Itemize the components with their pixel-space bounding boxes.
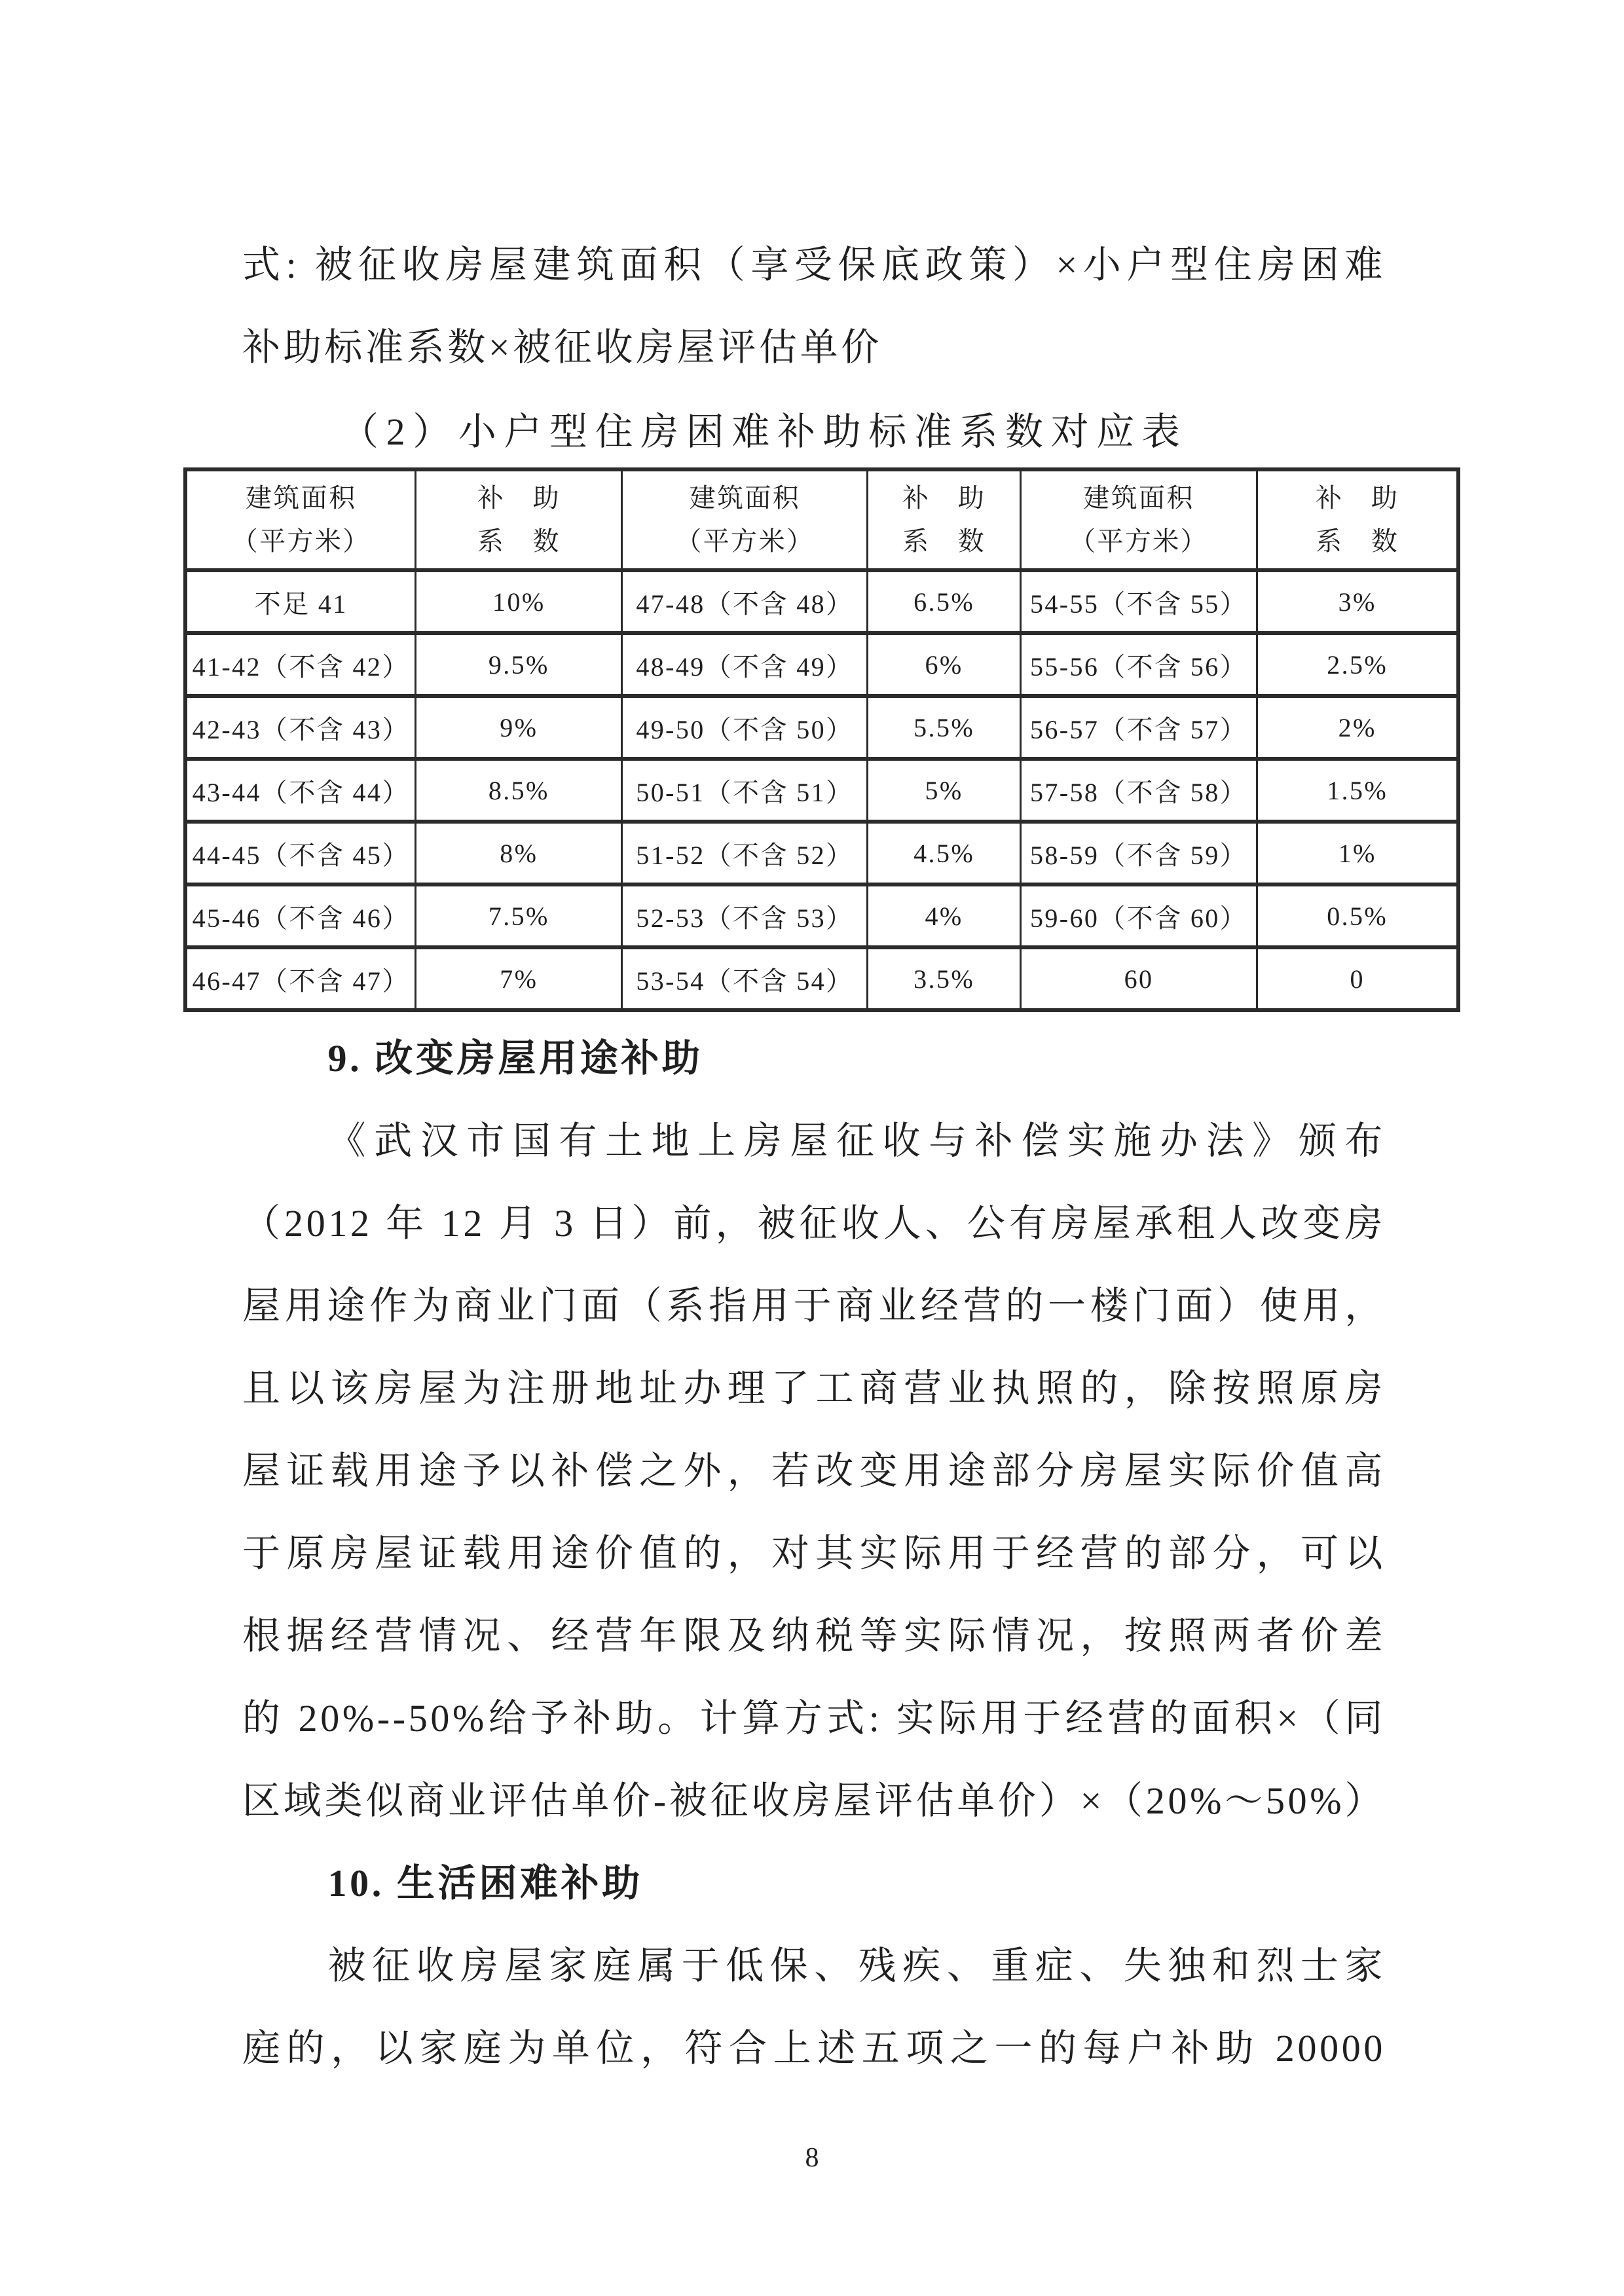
table-cell: 48-49（不含 49） bbox=[622, 633, 868, 696]
column-header-line: 系 数 bbox=[1316, 526, 1399, 556]
table-cell: 9% bbox=[416, 696, 622, 759]
column-header-line: 系 数 bbox=[477, 526, 561, 556]
column-header-line: 建筑面积 bbox=[245, 483, 357, 513]
column-header-line: 建筑面积 bbox=[1083, 483, 1194, 513]
table-cell: 0 bbox=[1257, 947, 1458, 1010]
column-header bbox=[868, 469, 1020, 570]
table-cell: 42-43（不含 43） bbox=[185, 696, 416, 759]
paragraph-line: 的 20%--50%给予补助。计算方式: 实际用于经营的面积×（同 bbox=[242, 1697, 1386, 1740]
table-row bbox=[185, 947, 1458, 1010]
table-cell: 49-50（不含 50） bbox=[622, 696, 868, 759]
table-cell: 1% bbox=[1257, 822, 1458, 884]
table-cell: 47-48（不含 48） bbox=[622, 570, 868, 633]
table-cell: 56-57（不含 57） bbox=[1020, 696, 1257, 759]
column-header-line: 补 助 bbox=[902, 483, 986, 513]
table-cell: 3.5% bbox=[868, 947, 1020, 1010]
table-cell: 6.5% bbox=[868, 570, 1020, 633]
table-cell: 50-51（不含 51） bbox=[622, 759, 868, 822]
paragraph-line: 补助标准系数×被征收房屋评估单价 bbox=[242, 326, 882, 369]
table-cell: 53-54（不含 54） bbox=[622, 947, 868, 1010]
column-header bbox=[185, 469, 416, 570]
paragraph-line: 且以该房屋为注册地址办理了工商营业执照的，除按照原房 bbox=[242, 1367, 1386, 1410]
table-cell: 44-45（不含 45） bbox=[185, 822, 416, 884]
paragraph-line: 区域类似商业评估单价-被征收房屋评估单价）×（20%～50%） bbox=[242, 1779, 1386, 1822]
table-cell: 8% bbox=[416, 822, 622, 884]
table-cell: 58-59（不含 59） bbox=[1020, 822, 1257, 884]
table-cell: 45-46（不含 46） bbox=[185, 884, 416, 947]
table-cell: 51-52（不含 52） bbox=[622, 822, 868, 884]
table-title: （2）小户型住房困难补助标准系数对应表 bbox=[341, 410, 1188, 453]
table-cell: 2% bbox=[1257, 696, 1458, 759]
column-header bbox=[416, 469, 622, 570]
table-cell: 5% bbox=[868, 759, 1020, 822]
paragraph-line: 于原房屋证载用途价值的，对其实际用于经营的部分，可以 bbox=[242, 1532, 1386, 1575]
table-row bbox=[185, 696, 1458, 759]
column-header bbox=[1257, 469, 1458, 570]
table-row bbox=[185, 884, 1458, 947]
paragraph-line: 被征收房屋家庭属于低保、残疾、重症、失独和烈士家 bbox=[327, 1944, 1386, 1987]
table-cell: 4.5% bbox=[868, 822, 1020, 884]
table-row bbox=[185, 822, 1458, 884]
table-cell: 41-42（不含 42） bbox=[185, 633, 416, 696]
paragraph-line: 庭的，以家庭为单位，符合上述五项之一的每户补助 20000 bbox=[242, 2027, 1386, 2069]
table-cell: 9.5% bbox=[416, 633, 622, 696]
column-header-line: 系 数 bbox=[902, 526, 986, 556]
table-row bbox=[185, 570, 1458, 633]
formula-paragraph bbox=[242, 224, 1386, 389]
column-header-line: 补 助 bbox=[1316, 483, 1399, 513]
table-cell: 8.5% bbox=[416, 759, 622, 822]
column-header-line: （平方米） bbox=[231, 526, 371, 556]
column-header-line: 建筑面积 bbox=[689, 483, 801, 513]
table-cell: 46-47（不含 47） bbox=[185, 947, 416, 1010]
page-number: 8 bbox=[805, 2143, 819, 2173]
table-header-row bbox=[185, 469, 1458, 570]
table-cell: 7.5% bbox=[416, 884, 622, 947]
table-cell: 不足 41 bbox=[185, 570, 416, 633]
table-cell: 52-53（不含 53） bbox=[622, 884, 868, 947]
column-header-line: 补 助 bbox=[477, 483, 561, 513]
section-10-paragraph bbox=[242, 1925, 1386, 2090]
column-header bbox=[1020, 469, 1257, 570]
paragraph-line: 根据经营情况、经营年限及纳税等实际情况，按照两者价差 bbox=[242, 1614, 1386, 1657]
table-cell: 55-56（不含 56） bbox=[1020, 633, 1257, 696]
table-cell: 5.5% bbox=[868, 696, 1020, 759]
section-9-paragraph bbox=[242, 1100, 1386, 1842]
table-cell: 60 bbox=[1020, 947, 1257, 1010]
paragraph-line: （2012 年 12 月 3 日）前，被征收人、公有房屋承租人改变房 bbox=[242, 1202, 1386, 1245]
table-cell: 54-55（不含 55） bbox=[1020, 570, 1257, 633]
table-row bbox=[185, 759, 1458, 822]
column-header-line: （平方米） bbox=[1069, 526, 1209, 556]
table-cell: 1.5% bbox=[1257, 759, 1458, 822]
paragraph-line: 式: 被征收房屋建筑面积（享受保底政策）×小户型住房困难 bbox=[242, 244, 1386, 286]
table-cell: 57-58（不含 58） bbox=[1020, 759, 1257, 822]
paragraph-line: 《武汉市国有土地上房屋征收与补偿实施办法》颁布 bbox=[327, 1120, 1386, 1162]
table-cell: 6% bbox=[868, 633, 1020, 696]
table-cell: 3% bbox=[1257, 570, 1458, 633]
section-9-heading-block bbox=[242, 1017, 1386, 1100]
table-cell: 7% bbox=[416, 947, 622, 1010]
subsidy-coefficient-table bbox=[183, 467, 1460, 1012]
section-10-heading-block bbox=[242, 1842, 1386, 1925]
table-cell: 4% bbox=[868, 884, 1020, 947]
table-cell: 0.5% bbox=[1257, 884, 1458, 947]
table-row bbox=[185, 633, 1458, 696]
paragraph-line: 屋证载用途予以补偿之外，若改变用途部分房屋实际价值高 bbox=[242, 1449, 1386, 1492]
table-cell: 59-60（不含 60） bbox=[1020, 884, 1257, 947]
section-heading: 10. 生活困难补助 bbox=[327, 1862, 643, 1904]
column-header bbox=[622, 469, 868, 570]
column-header-line: （平方米） bbox=[675, 526, 815, 556]
table-cell: 43-44（不含 44） bbox=[185, 759, 416, 822]
section-heading: 9. 改变房屋用途补助 bbox=[327, 1037, 703, 1080]
table-cell: 2.5% bbox=[1257, 633, 1458, 696]
paragraph-line: 屋用途作为商业门面（系指用于商业经营的一楼门面）使用， bbox=[242, 1285, 1386, 1327]
table-cell: 10% bbox=[416, 570, 622, 633]
